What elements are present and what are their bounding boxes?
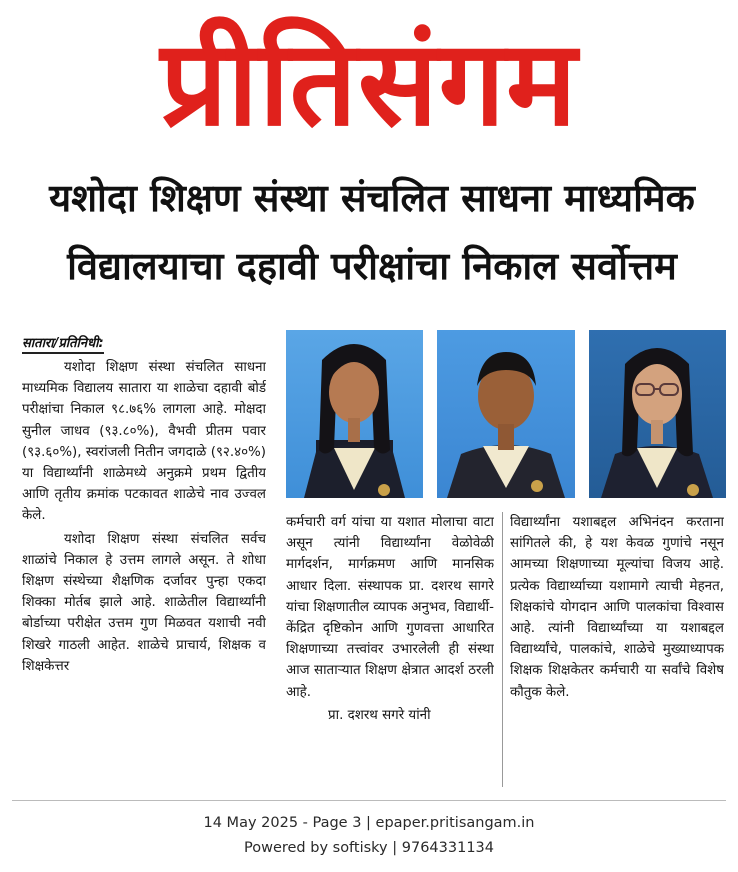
- headline-line-2: विद्यालयाचा दहावी परीक्षांचा निकाल सर्वोत्तम: [67, 244, 677, 288]
- footer-date-page: 14 May 2025 - Page 3 | epaper.pritisangam.in: [203, 815, 535, 831]
- student-boy-photo: [437, 330, 575, 498]
- column-divider: [502, 512, 503, 787]
- footer-credits: Powered by softisky | 9764331134: [243, 840, 494, 856]
- student-girl-photo-1: [286, 330, 423, 498]
- headline-line-1: यशोदा शिक्षण संस्था संचलित साधना माध्यमिक: [49, 176, 695, 220]
- article-paragraph: यशोदा शिक्षण संस्था संचलित साधना माध्यमिक विद्यालय सातारा या शाळेचा दहावी बोर्ड परीक्षांचा निकाल ९८.७६% लागला आहे. मोक्षदा सुनील जाधव (९३.८०%), वैभवी प्रीतम पवार (९३.६०%), स्वरांजली नितीन जगदाळे (९२.४०%) या विद्यार्थ्यांनी शाळेमध्ये अनुक्रमे प्रथम द्वितीय आणि तृतीय क्रमांक पटकावत शाळेचे नाव उज्वल केले.: [22, 360, 266, 524]
- article-paragraph: प्रा. दशरथ सगरे यांनी: [328, 707, 431, 723]
- masthead: [58, 8, 680, 158]
- article-paragraph: कर्मचारी वर्ग यांचा या यशात मोलाचा वाटा असून त्यांनी विद्यार्थ्यांना वेळोवेळी मार्गदर्शन, मार्गक्रमण आणि मानसिक आधार दिला. संस्थापक प्रा. दशरथ सागरे यांचा शिक्षणातील व्यापक अनुभव, विद्यार्थी-केंद्रित दृष्टिकोन आणि गुणवत्ता आधारित शिक्षणाच्या तत्त्वांवर उभारलेली ही संस्था आज साताऱ्यात शिक्षण क्षेत्रात आदर्श ठरली आहे.: [286, 515, 494, 700]
- article-paragraph: यशोदा शिक्षण संस्था संचलित सर्वच शाळांचे निकाल हे उत्तम लागले असून. ते शोधा शिक्षण संस्थेच्या शैक्षणिक दर्जावर पुन्हा एकदा शिक्का मोर्तब झाले आहे. शाळेतील विद्यार्थ्यांनी बोर्डाच्या परीक्षेत उत्तम गुण मिळवत यशाची नवी शिखरे गाठली आहेत. शाळेचे प्राचार्य, शिक्षक व शिक्षकेत्तर: [22, 531, 266, 674]
- masthead-title: प्रीतिसंगम: [160, 13, 578, 152]
- article-column-3: [510, 512, 724, 790]
- article-column-2: [286, 512, 494, 790]
- footer-divider: [12, 800, 726, 801]
- student-girl-photo-2: [589, 330, 726, 498]
- dateline: सातारा/प्रतिनिधी:: [22, 335, 104, 354]
- article-column-1: [22, 332, 266, 790]
- photo-row: [286, 330, 726, 498]
- article-paragraph: विद्यार्थ्यांना यशाबद्दल अभिनंदन करताना सांगितले की, हे यश केवळ गुणांचे नसून आमच्या शिक्षणाच्या मूल्यांचा विजय आहे. प्रत्येक विद्यार्थ्याच्या यशामागे त्याची मेहनत, शिक्षकांचे योगदान आणि पालकांचा विश्वास आहे. त्यांनी विद्यार्थ्यांच्या या यशाबद्दल विद्यार्थ्यांचे, पालकांचे, शाळेचे मुख्याध्यापक शिक्षक शिक्षकेतर कर्मचारी या सर्वांचे विशेष कौतुक केले.: [510, 515, 724, 700]
